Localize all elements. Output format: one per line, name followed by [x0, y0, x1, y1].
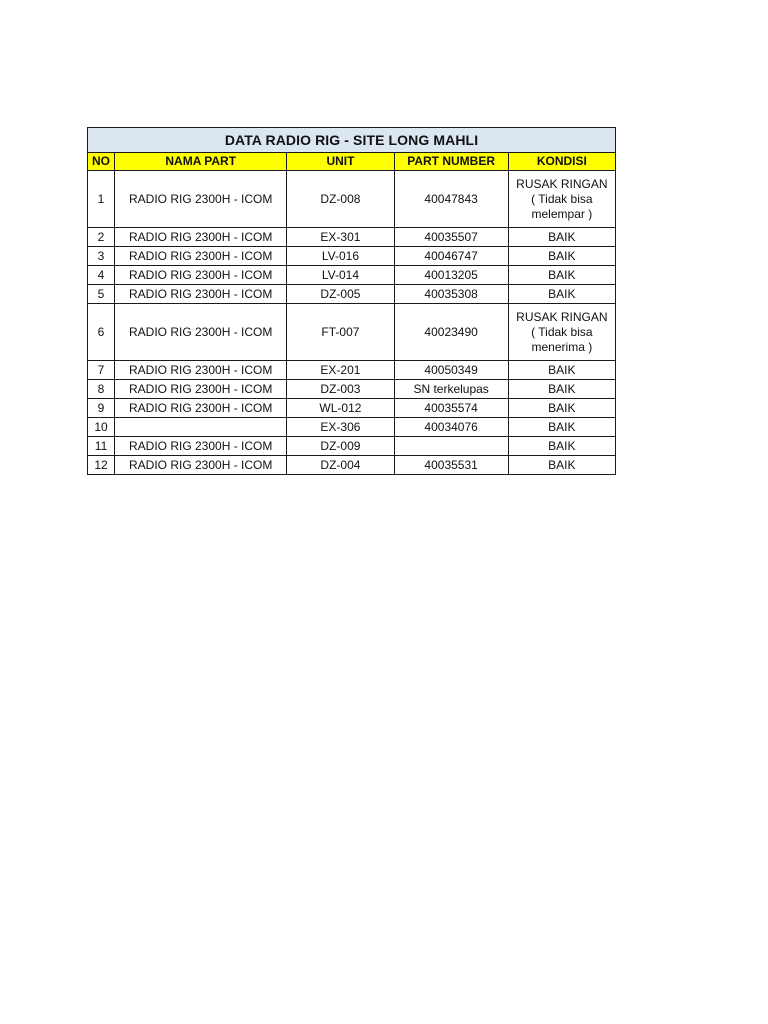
cell-part-number: 40047843	[394, 171, 508, 228]
table-row	[88, 380, 616, 399]
kondisi-line: BAIK	[548, 267, 576, 282]
table-row	[88, 266, 616, 285]
cell-no: 3	[88, 247, 115, 266]
kondisi-line: BAIK	[548, 286, 576, 301]
table-row	[88, 399, 616, 418]
cell-unit: DZ-008	[287, 171, 394, 228]
cell-nama-part: RADIO RIG 2300H - ICOM	[115, 399, 287, 418]
kondisi-line: BAIK	[548, 400, 576, 415]
kondisi-line: melempar )	[531, 206, 593, 221]
cell-part-number: 40035308	[394, 285, 508, 304]
table-row	[88, 171, 616, 228]
cell-nama-part: RADIO RIG 2300H - ICOM	[115, 171, 287, 228]
header-nama-part: NAMA PART	[115, 153, 287, 171]
kondisi-line: BAIK	[548, 248, 576, 263]
table-row	[88, 418, 616, 437]
cell-kondisi	[508, 171, 615, 228]
cell-no: 11	[88, 437, 115, 456]
header-part-number: PART NUMBER	[394, 153, 508, 171]
cell-nama-part: RADIO RIG 2300H - ICOM	[115, 456, 287, 475]
table-row	[88, 437, 616, 456]
cell-no: 12	[88, 456, 115, 475]
cell-no: 6	[88, 304, 115, 361]
kondisi-line: BAIK	[548, 229, 576, 244]
table-title: DATA RADIO RIG - SITE LONG MAHLI	[88, 128, 616, 153]
kondisi-line: RUSAK RINGAN	[516, 176, 608, 191]
kondisi-line: RUSAK RINGAN	[516, 309, 608, 324]
cell-nama-part	[115, 418, 287, 437]
table-row	[88, 456, 616, 475]
cell-unit: WL-012	[287, 399, 394, 418]
cell-no: 5	[88, 285, 115, 304]
cell-part-number: 40013205	[394, 266, 508, 285]
table-row	[88, 247, 616, 266]
cell-nama-part: RADIO RIG 2300H - ICOM	[115, 266, 287, 285]
cell-part-number: 40035507	[394, 228, 508, 247]
title-row	[88, 128, 616, 153]
cell-unit: LV-016	[287, 247, 394, 266]
cell-part-number: 40035574	[394, 399, 508, 418]
header-no: NO	[88, 153, 115, 171]
cell-part-number: 40046747	[394, 247, 508, 266]
cell-nama-part: RADIO RIG 2300H - ICOM	[115, 285, 287, 304]
cell-kondisi	[508, 247, 615, 266]
header-row	[88, 153, 616, 171]
cell-unit: LV-014	[287, 266, 394, 285]
cell-nama-part: RADIO RIG 2300H - ICOM	[115, 361, 287, 380]
cell-kondisi	[508, 456, 615, 475]
cell-kondisi	[508, 266, 615, 285]
cell-no: 1	[88, 171, 115, 228]
cell-part-number: 40034076	[394, 418, 508, 437]
cell-no: 9	[88, 399, 115, 418]
table-row	[88, 228, 616, 247]
cell-nama-part: RADIO RIG 2300H - ICOM	[115, 304, 287, 361]
cell-unit: EX-201	[287, 361, 394, 380]
cell-kondisi	[508, 437, 615, 456]
table-row	[88, 361, 616, 380]
cell-unit: DZ-003	[287, 380, 394, 399]
cell-unit: FT-007	[287, 304, 394, 361]
cell-part-number: 40035531	[394, 456, 508, 475]
kondisi-line: BAIK	[548, 438, 576, 453]
kondisi-line: BAIK	[548, 381, 576, 396]
cell-unit: EX-301	[287, 228, 394, 247]
header-unit: UNIT	[287, 153, 394, 171]
kondisi-line: ( Tidak bisa	[531, 324, 593, 339]
cell-kondisi	[508, 399, 615, 418]
kondisi-line: BAIK	[548, 362, 576, 377]
kondisi-line: BAIK	[548, 419, 576, 434]
cell-kondisi	[508, 361, 615, 380]
cell-kondisi	[508, 304, 615, 361]
table-row	[88, 304, 616, 361]
radio-rig-table	[87, 127, 616, 475]
cell-kondisi	[508, 285, 615, 304]
cell-unit: EX-306	[287, 418, 394, 437]
cell-no: 7	[88, 361, 115, 380]
cell-nama-part: RADIO RIG 2300H - ICOM	[115, 380, 287, 399]
cell-kondisi	[508, 380, 615, 399]
table-row	[88, 285, 616, 304]
cell-unit: DZ-005	[287, 285, 394, 304]
cell-kondisi	[508, 228, 615, 247]
cell-part-number: 40050349	[394, 361, 508, 380]
cell-part-number	[394, 437, 508, 456]
header-kondisi: KONDISI	[508, 153, 615, 171]
cell-nama-part: RADIO RIG 2300H - ICOM	[115, 247, 287, 266]
cell-no: 2	[88, 228, 115, 247]
kondisi-line: BAIK	[548, 457, 576, 472]
cell-unit: DZ-004	[287, 456, 394, 475]
kondisi-line: ( Tidak bisa	[531, 191, 593, 206]
cell-nama-part: RADIO RIG 2300H - ICOM	[115, 228, 287, 247]
cell-no: 8	[88, 380, 115, 399]
table-body	[88, 171, 616, 475]
cell-nama-part: RADIO RIG 2300H - ICOM	[115, 437, 287, 456]
cell-no: 4	[88, 266, 115, 285]
cell-unit: DZ-009	[287, 437, 394, 456]
kondisi-line: menerima )	[531, 339, 593, 354]
cell-part-number: 40023490	[394, 304, 508, 361]
cell-part-number: SN terkelupas	[394, 380, 508, 399]
cell-kondisi	[508, 418, 615, 437]
cell-no: 10	[88, 418, 115, 437]
